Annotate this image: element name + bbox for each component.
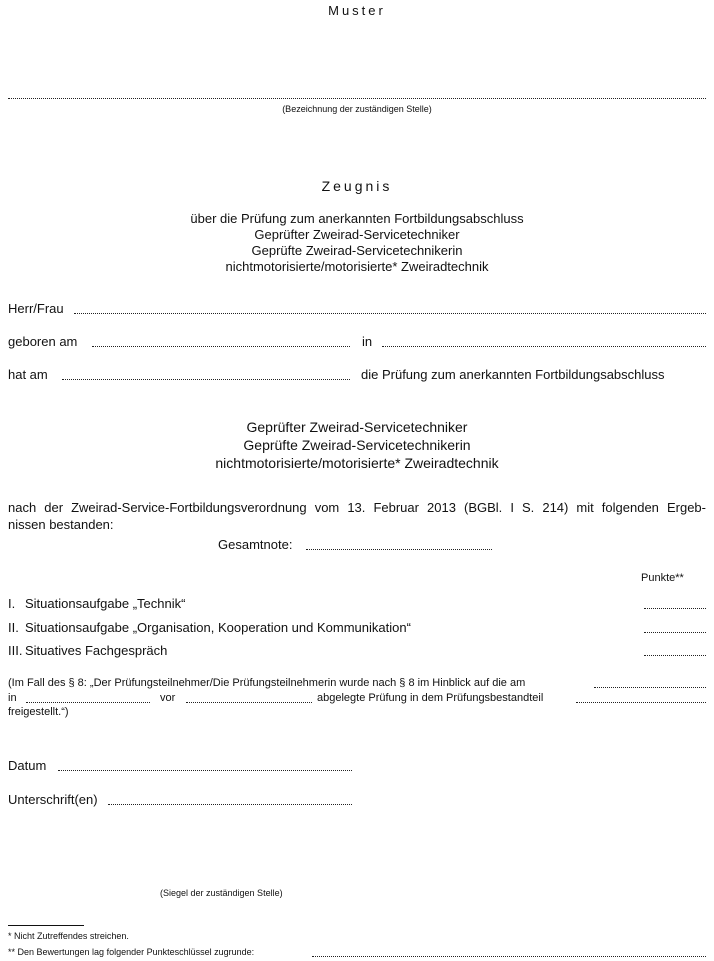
title-subtitle-block	[0, 211, 714, 275]
qualification-line: Geprüfter Zweirad-Servicetechniker	[246, 419, 468, 435]
page-title: Zeugnis	[321, 178, 393, 194]
in-label: in	[362, 334, 373, 349]
result-number: I.	[8, 596, 16, 611]
birthplace-field[interactable]	[382, 346, 706, 347]
seal-caption: (Siegel der zuständigen Stelle)	[160, 888, 283, 898]
exemption-component-field[interactable]	[576, 702, 706, 703]
signature-field[interactable]	[108, 804, 352, 805]
result-label: Situationsaufgabe „Technik“	[25, 596, 186, 611]
regulation-line: nach der Zweirad-Service-Fortbildungsverordnung vom 13. Februar 2013 (BGBl. I S. 214) mit folgenden Ergeb-	[8, 500, 706, 515]
qualification-line: Geprüfte Zweirad-Servicetechnikerin	[243, 437, 471, 453]
subtitle-line: über die Prüfung zum anerkannten Fortbildungsabschluss	[190, 211, 524, 226]
exemption-line: freigestellt.“)	[8, 706, 69, 718]
points-key-field[interactable]	[312, 956, 706, 957]
birthdate-field[interactable]	[92, 346, 350, 347]
result-number: II.	[8, 620, 19, 635]
points-header: Punkte**	[641, 572, 684, 584]
hat-am-suffix: die Prüfung zum anerkannten Fortbildungsabschluss	[361, 367, 665, 382]
gesamtnote-field[interactable]	[306, 549, 492, 550]
exemption-date-field[interactable]	[594, 687, 706, 688]
subtitle-line: Geprüfter Zweirad-Servicetechniker	[254, 227, 460, 242]
authority-name-field[interactable]	[8, 98, 706, 99]
muster-label: Muster	[328, 3, 386, 18]
gesamtnote-label: Gesamtnote:	[218, 537, 293, 552]
footnote-divider	[8, 925, 84, 926]
result-points-field[interactable]	[644, 655, 706, 656]
exemption-vor-label: vor	[160, 692, 176, 704]
footnote-1: * Nicht Zutreffendes streichen.	[8, 931, 129, 941]
subtitle-line: nichtmotorisierte/motorisierte* Zweiradtechnik	[225, 259, 489, 274]
authority-caption: (Bezeichnung der zuständigen Stelle)	[282, 104, 432, 114]
herr-frau-label: Herr/Frau	[8, 301, 64, 316]
qualification-line: nichtmotorisierte/motorisierte* Zweiradtechnik	[215, 455, 499, 471]
exemption-line: (Im Fall des § 8: „Der Prüfungsteilnehmer/Die Prüfungsteilnehmerin wurde nach § 8 im Hinblick auf die am	[8, 677, 526, 689]
exemption-place-field[interactable]	[26, 702, 150, 703]
name-field[interactable]	[74, 313, 706, 314]
result-points-field[interactable]	[644, 608, 706, 609]
qualification-block	[0, 418, 714, 472]
result-label: Situationsaufgabe „Organisation, Kooperation und Kommunikation“	[25, 620, 411, 635]
subtitle-line: Geprüfte Zweirad-Servicetechnikerin	[251, 243, 463, 258]
exemption-in-label: in	[8, 692, 17, 704]
result-points-field[interactable]	[644, 632, 706, 633]
exemption-line2-text: abgelegte Prüfung in dem Prüfungsbestandteil	[317, 692, 544, 704]
result-number: III.	[8, 643, 23, 658]
unterschrift-label: Unterschrift(en)	[8, 792, 98, 807]
result-label: Situatives Fachgespräch	[25, 643, 168, 658]
geboren-am-label: geboren am	[8, 334, 78, 349]
datum-label: Datum	[8, 758, 47, 773]
exemption-authority-field[interactable]	[186, 702, 312, 703]
hat-am-label: hat am	[8, 367, 48, 382]
datum-field[interactable]	[58, 770, 352, 771]
footnote-2: ** Den Bewertungen lag folgender Punkteschlüssel zugrunde:	[8, 947, 255, 957]
regulation-line: nissen bestanden:	[8, 517, 114, 532]
exam-date-field[interactable]	[62, 379, 350, 380]
